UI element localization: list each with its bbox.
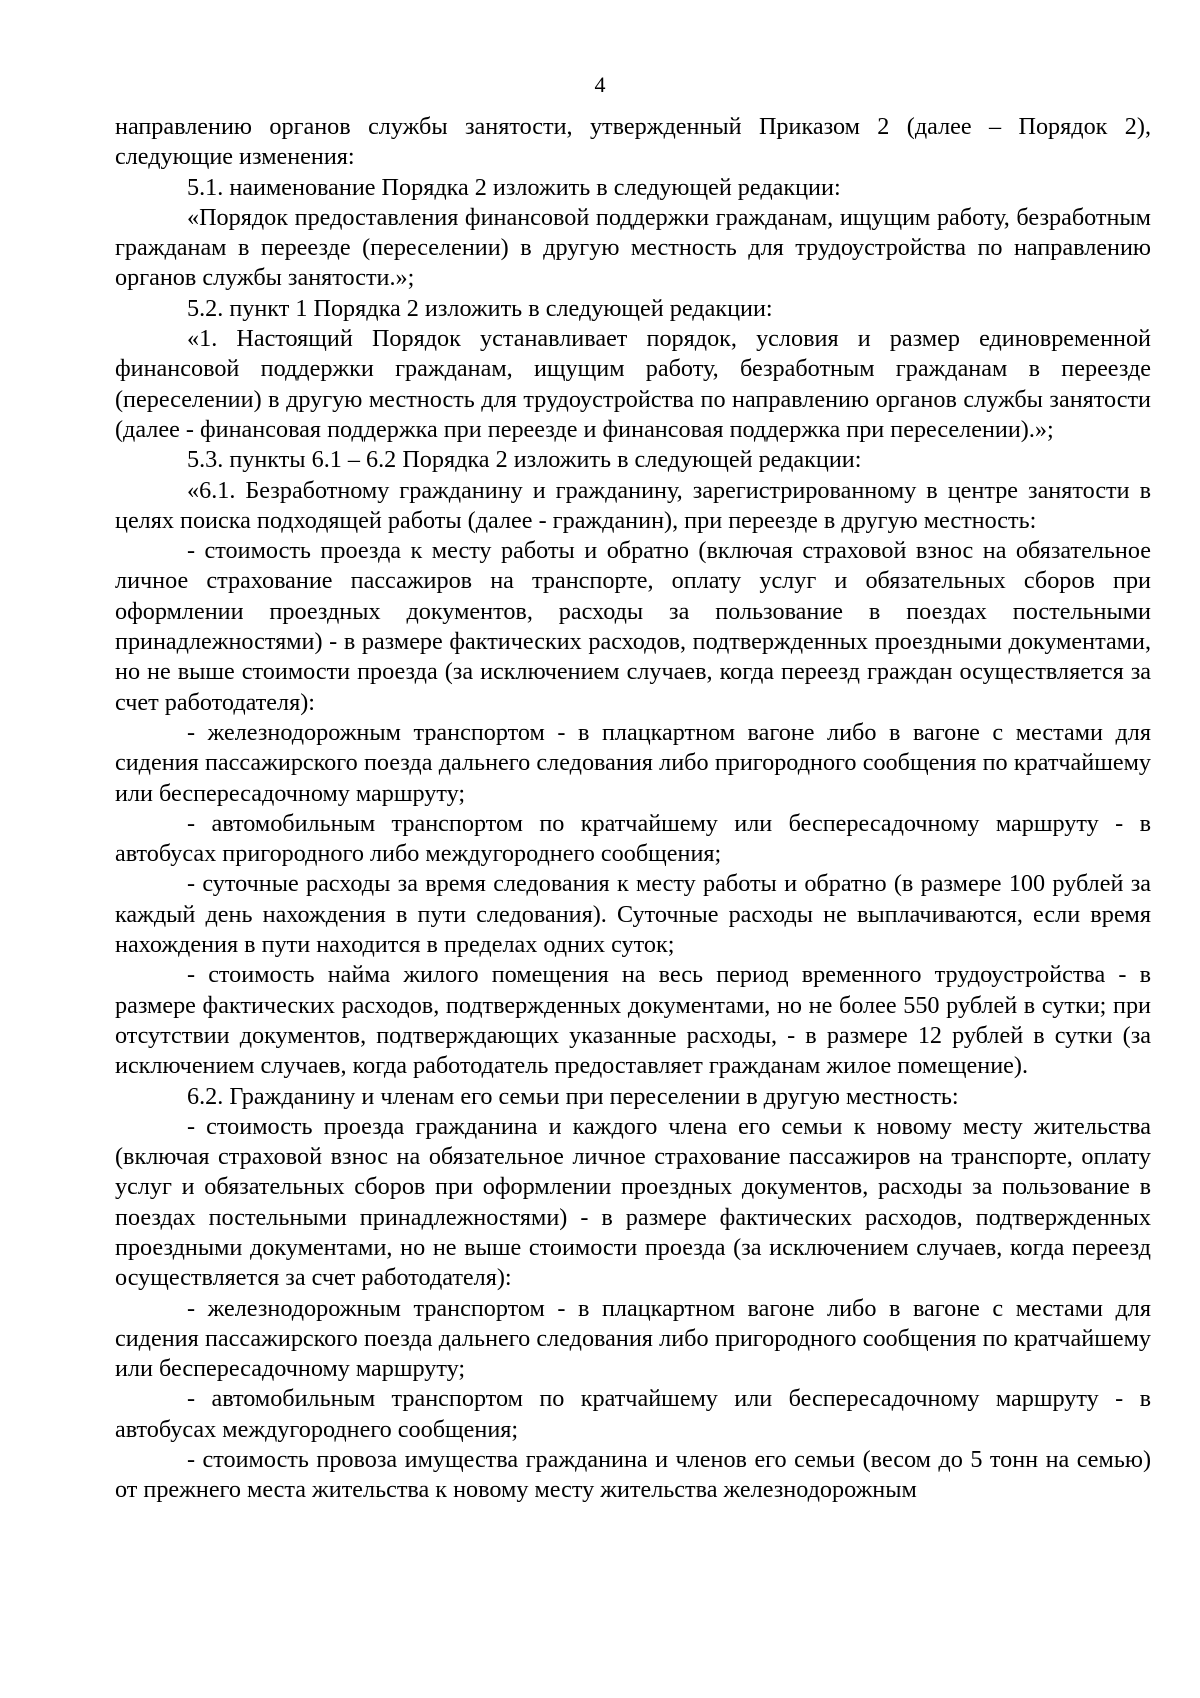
paragraph-6-1-housing: - стоимость найма жилого помещения на весь период временного трудоустройства - в размере фактических расходов, подтвержденных документами, но не более 550 рублей в сутки; при отсутствии документов, подтверждающих указанные расходы, - в размере 12 рублей в сутки (за исключением случаев, когда работодатель предоставляет гражданам жилое помещение). — [115, 961, 1151, 1080]
paragraph-6-2-road: - автомобильным транспортом по кратчайшему или беспересадочному маршруту - в автобусах междугороднего сообщения; — [115, 1385, 1151, 1443]
paragraph-6-1-travel-cost: - стоимость проезда к месту работы и обратно (включая страховой взнос на обязательное личное страхование пассажиров на транспорте, оплату услуг и обязательных сборов при оформлении проездных документов, расходы за пользование в поездах постельными принадлежностями) - в размере фактических расходов, подтвержденных проездными документами, но не выше стоимости проезда (за исключением случаев, когда переезд граждан осуществляется за счет работодателя): — [115, 537, 1151, 716]
paragraph-5-1: 5.1. наименование Порядка 2 изложить в следующей редакции: — [187, 173, 841, 201]
paragraph-6-1: «6.1. Безработному гражданину и гражданину, зарегистрированному в центре занятости в целях поиска подходящей работы (далее - гражданин), при переезде в другую местность: — [115, 476, 1151, 534]
paragraph-6-1-railway: - железнодорожным транспортом - в плацкартном вагоне либо в вагоне с местами для сидения пассажирского поезда дальнего следования либо пригородного сообщения по кратчайшему или беспересадочному маршруту; — [115, 718, 1151, 807]
paragraph-5-2: 5.2. пункт 1 Порядка 2 изложить в следующей редакции: — [187, 294, 773, 322]
paragraph-6-2-travel-cost: - стоимость проезда гражданина и каждого члена его семьи к новому месту жительства (включая страховой взнос на обязательное личное страхование пассажиров на транспорте, оплату услуг и обязательных сборов при оформлении проездных документов, расходы за пользование в поездах постельными принадлежностями) - в размере фактических расходов, подтвержденных проездными документами, но не выше стоимости проезда (за исключением случаев, когда переезд осуществляется за счет работодателя): — [115, 1112, 1151, 1292]
paragraph-5-2-quote: «1. Настоящий Порядок устанавливает порядок, условия и размер единовременной финансовой поддержки гражданам, ищущим работу, безработным гражданам в переезде (переселении) в другую местность для трудоустройства по направлению органов службы занятости (далее - финансовая поддержка при переезде и финансовая поддержка при переселении).»; — [115, 325, 1151, 443]
paragraph-5-3: 5.3. пункты 6.1 – 6.2 Порядка 2 изложить в следующей редакции: — [187, 446, 862, 474]
paragraph-6-2-railway: - железнодорожным транспортом - в плацкартном вагоне либо в вагоне с местами для сидения пассажирского поезда дальнего следования либо пригородного сообщения по кратчайшему или беспересадочному маршруту; — [115, 1294, 1151, 1383]
page-number: 4 — [594, 72, 606, 97]
paragraph-6-1-daily-expenses: - суточные расходы за время следования к месту работы и обратно (в размере 100 рублей за каждый день нахождения в пути следования). Суточные расходы не выплачиваются, если время нахождения в пути находится в пределах одних суток; — [115, 870, 1151, 959]
document-body — [115, 112, 1151, 1506]
paragraph-6-2: 6.2. Гражданину и членам его семьи при переселении в другую местность: — [187, 1082, 959, 1110]
paragraph-5-1-quote: «Порядок предоставления финансовой поддержки гражданам, ищущим работу, безработным гражданам в переезде (переселении) в другую местность для трудоустройства по направлению органов службы занятости.»; — [115, 203, 1151, 292]
paragraph-6-2-property-transport: - стоимость провоза имущества гражданина и членов его семьи (весом до 5 тонн на семью) от прежнего места жительства к новому месту жительства железнодорожным — [115, 1446, 1151, 1504]
paragraph-intro-continuation: направлению органов службы занятости, утвержденный Приказом 2 (далее – Порядок 2), следующие изменения: — [115, 113, 1151, 171]
paragraph-6-1-road: - автомобильным транспортом по кратчайшему или беспересадочному маршруту - в автобусах пригородного либо междугороднего сообщения; — [115, 809, 1151, 868]
